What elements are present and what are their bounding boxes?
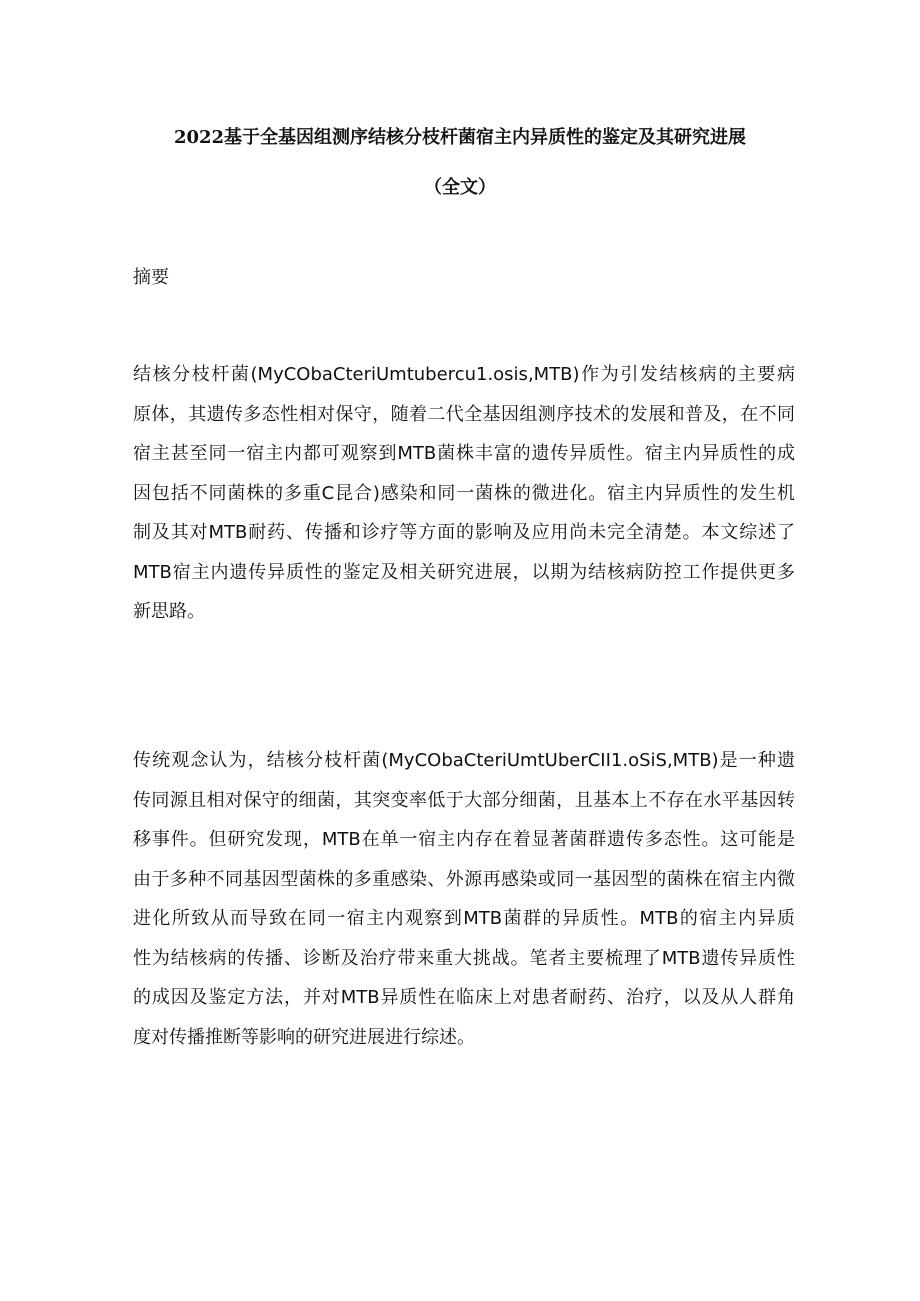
abstract-paragraph <box>133 355 795 632</box>
abstract-line: MTB宿主内遗传异质性的鉴定及相关研究进展，以期为结核病防控工作提供更多 <box>133 561 795 583</box>
body-line: 传统观念认为，结核分枝杆菌(MyCObaCteriUmtUberCII1.oSiS,MTB)是一种遗 <box>133 750 795 771</box>
document-title-suffix: （全文） <box>424 177 496 198</box>
abstract-line: 因包括不同菌株的多重C昆合)感染和同一菌株的微进化。宿主内异质性的发生机 <box>133 482 795 504</box>
body-paragraph <box>133 741 795 1057</box>
abstract-line: 结核分枝杆菌(MyCObaCteriUmtubercu1.osis,MTB)作为引发结核病的主要病 <box>133 364 795 385</box>
body-line: 传同源且相对保守的细菌，其突变率低于大部分细菌，且基本上不存在水平基因转 <box>133 789 795 811</box>
abstract-line: 新思路。 <box>133 601 205 622</box>
body-line: 进化所致从而导致在同一宿主内观察到MTB菌群的异质性。MTB的宿主内异质 <box>133 908 795 929</box>
body-line: 由于多种不同基因型菌株的多重感染、外源再感染或同一基因型的菌株在宿主内微 <box>133 868 795 890</box>
body-line: 移事件。但研究发现，MTB在单一宿主内存在着显著菌群遗传多态性。这可能是 <box>133 829 795 850</box>
body-line: 度对传播推断等影响的研究进展进行综述。 <box>133 1026 475 1048</box>
abstract-line: 制及其对MTB耐药、传播和诊疗等方面的影响及应用尚未完全清楚。本文综述了 <box>133 522 795 543</box>
document-title: 2022基于全基因组测序结核分枝杆菌宿主内异质性的鉴定及其研究进展 <box>173 127 747 148</box>
body-line: 的成因及鉴定方法，并对MTB异质性在临床上对患者耐药、治疗，以及从人群角 <box>133 987 795 1008</box>
body-line: 性为结核病的传播、诊断及治疗带来重大挑战。笔者主要梳理了MTB遗传异质性 <box>133 947 795 969</box>
abstract-line: 原体，其遗传多态性相对保守，随着二代全基因组测序技术的发展和普及，在不同 <box>133 403 795 425</box>
abstract-heading: 摘要 <box>133 267 169 288</box>
abstract-line: 宿主甚至同一宿主内都可观察到MTB菌株丰富的遗传异质性。宿主内异质性的成 <box>133 443 795 464</box>
